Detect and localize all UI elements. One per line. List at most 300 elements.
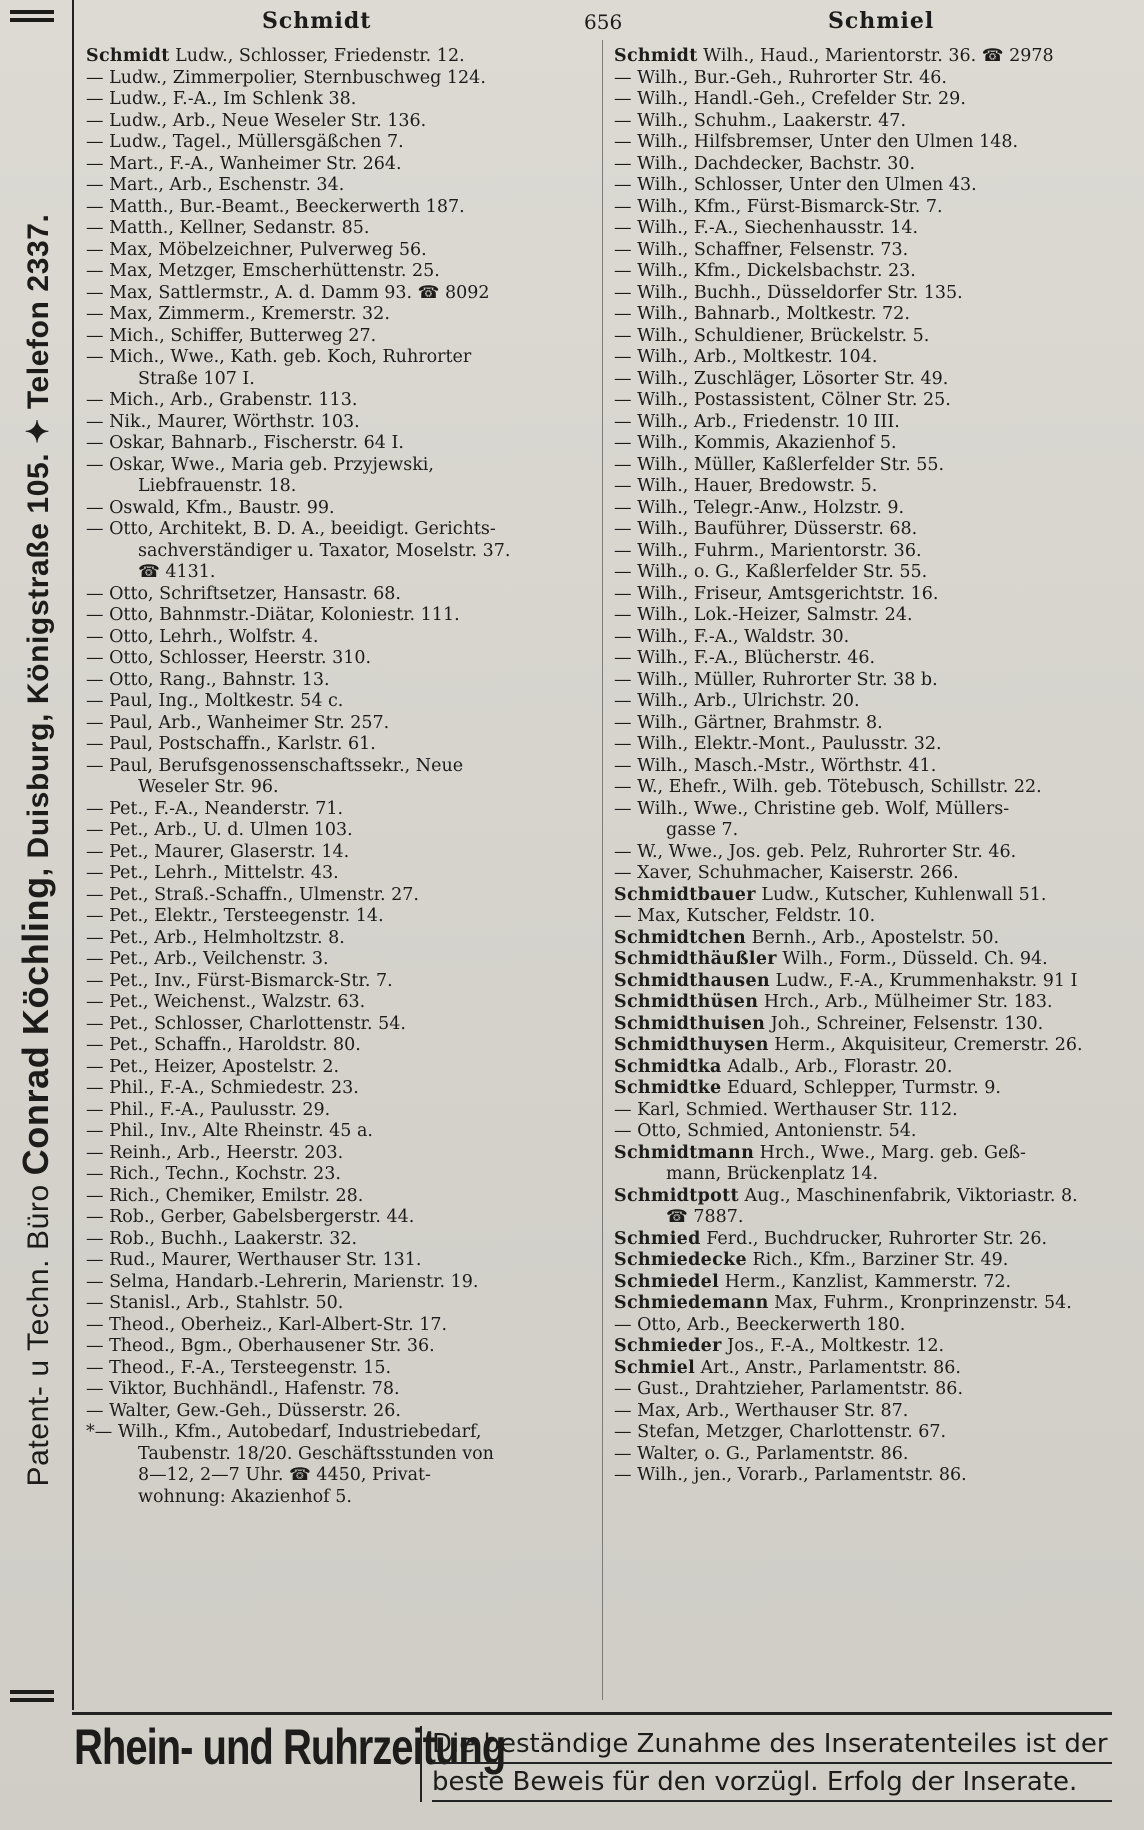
directory-entry xyxy=(86,218,606,240)
entry-text: Hrch., Arb., Mülheimer Str. 183. xyxy=(758,992,1053,1012)
directory-entry xyxy=(614,1229,1114,1251)
left-column xyxy=(86,46,606,1508)
directory-entry xyxy=(86,605,606,627)
entry-surname: Schmiel xyxy=(614,1357,696,1378)
entry-text: — Wilh., jen., Vorarb., Parlamentstr. 86. xyxy=(614,1465,967,1485)
entry-text: — Mart., Arb., Eschenstr. 34. xyxy=(86,175,345,195)
entry-text: — Wilh., Müller, Kaßlerfelder Str. 55. xyxy=(614,454,945,475)
entry-text: — Walter, Gew.-Geh., Düsserstr. 26. xyxy=(86,1400,401,1421)
directory-entry xyxy=(86,1121,606,1143)
directory-entry xyxy=(614,433,1114,455)
entry-text: — W., Ehefr., Wilh. geb. Tötebusch, Schillstr. 22. xyxy=(614,777,1042,797)
advertisement-sidebar xyxy=(0,0,74,1710)
directory-entry xyxy=(86,820,606,842)
directory-entry xyxy=(614,906,1114,928)
directory-entry xyxy=(86,498,606,520)
entry-text: — Max, Metzger, Emscherhüttenstr. 25. xyxy=(86,261,440,281)
directory-entry xyxy=(86,842,606,864)
entry-text: — Selma, Handarb.-Lehrerin, Marienstr. 19. xyxy=(86,1271,479,1292)
entry-surname: Schmidthäußler xyxy=(614,949,777,969)
entry-text: — Rob., Buchh., Laakerstr. 32. xyxy=(86,1228,358,1249)
entry-text: ☎ 7887. xyxy=(666,1207,744,1227)
entry-text: — Pet., Schlosser, Charlottenstr. 54. xyxy=(86,1013,406,1034)
directory-entry xyxy=(614,1315,1114,1337)
right-column xyxy=(614,46,1114,1487)
entry-surname: Schmidtke xyxy=(614,1078,722,1098)
directory-entry xyxy=(86,519,606,541)
entry-text: gasse 7. xyxy=(666,820,739,840)
directory-entry xyxy=(86,799,606,821)
directory-entry xyxy=(614,1014,1114,1036)
entry-text: — Pet., Lehrh., Mittelstr. 43. xyxy=(86,863,339,883)
entry-text: — Matth., Kellner, Sedanstr. 85. xyxy=(86,218,370,238)
entry-text: — Karl, Schmied. Werthauser Str. 112. xyxy=(614,1099,958,1120)
entry-text: — Wilh., Hilfsbremser, Unter den Ulmen 148. xyxy=(614,132,1019,152)
directory-entry xyxy=(614,820,1114,842)
directory-entry xyxy=(614,713,1114,735)
entry-text: — Ludw., Zimmerpolier, Sternbuschweg 124. xyxy=(86,67,486,88)
entry-text: — Wilh., Kommis, Akazienhof 5. xyxy=(614,433,897,453)
entry-text: — Wilh., Gärtner, Brahmstr. 8. xyxy=(614,712,883,733)
directory-entry xyxy=(614,648,1114,670)
directory-entry xyxy=(86,89,606,111)
directory-entry xyxy=(86,1100,606,1122)
directory-entry xyxy=(614,842,1114,864)
directory-entry xyxy=(614,928,1114,950)
directory-entry xyxy=(614,1186,1114,1208)
directory-entry xyxy=(614,498,1114,520)
entry-text: — Rob., Gerber, Gabelsbergerstr. 44. xyxy=(86,1207,415,1227)
entry-text: — Pet., Arb., Veilchenstr. 3. xyxy=(86,949,329,969)
directory-entry xyxy=(86,971,606,993)
advert-slogan xyxy=(420,1726,1112,1802)
page-header xyxy=(0,8,1144,38)
entry-text: — Otto, Bahnmstr.-Diätar, Koloniestr. 111. xyxy=(86,605,460,625)
directory-entry xyxy=(86,1272,606,1294)
entry-text: Straße 107 I. xyxy=(138,368,255,389)
directory-entry xyxy=(86,175,606,197)
directory-entry xyxy=(86,1186,606,1208)
entry-text: Art., Anstr., Parlamentstr. 86. xyxy=(695,1357,961,1378)
entry-text: — Wilh., Fuhrm., Marientorstr. 36. xyxy=(614,540,922,561)
directory-entry xyxy=(614,347,1114,369)
entry-text: Bernh., Arb., Apostelstr. 50. xyxy=(746,927,1000,948)
directory-entry xyxy=(614,455,1114,477)
entry-text: — Wilh., Friseur, Amtsgerichtstr. 16. xyxy=(614,583,939,604)
entry-text: — Wilh., Arb., Moltkestr. 104. xyxy=(614,347,878,367)
directory-entry xyxy=(614,46,1114,68)
header-left-title: Schmidt xyxy=(262,8,372,34)
directory-entry xyxy=(614,627,1114,649)
directory-entry xyxy=(86,928,606,950)
entry-text: — Wilh., Arb., Friedenstr. 10 III. xyxy=(614,411,900,432)
directory-entry xyxy=(86,992,606,1014)
entry-surname: Schmidtbauer xyxy=(614,884,756,905)
directory-entry xyxy=(86,261,606,283)
entry-text: — Wilh., Schlosser, Unter den Ulmen 43. xyxy=(614,175,977,195)
entry-text: Herm., Kanzlist, Kammerstr. 72. xyxy=(719,1271,1012,1292)
entry-text: — Paul, Ing., Moltkestr. 54 c. xyxy=(86,691,344,711)
directory-entry xyxy=(614,799,1114,821)
entry-text: — Paul, Postschaffn., Karlstr. 61. xyxy=(86,734,376,754)
entry-surname: Schmidt xyxy=(614,46,698,66)
directory-entry xyxy=(86,433,606,455)
entry-text: — Paul, Berufsgenossenschaftssekr., Neue xyxy=(86,755,464,776)
sidebar-rule xyxy=(10,1698,54,1702)
entry-surname: Schmieder xyxy=(614,1336,722,1356)
entry-text: — Stanisl., Arb., Stahlstr. 50. xyxy=(86,1293,344,1313)
entry-text: — Theod., F.-A., Tersteegenstr. 15. xyxy=(86,1357,392,1378)
directory-entry xyxy=(614,132,1114,154)
directory-entry xyxy=(86,949,606,971)
directory-entry xyxy=(614,326,1114,348)
directory-entry xyxy=(86,1035,606,1057)
directory-entry xyxy=(86,1336,606,1358)
entry-text: Ferd., Buchdrucker, Ruhrorter Str. 26. xyxy=(700,1228,1048,1249)
entry-text: — Wilh., Bauführer, Düsserstr. 68. xyxy=(614,519,918,539)
directory-entry xyxy=(86,1207,606,1229)
entry-text: — Wilh., F.-A., Blücherstr. 46. xyxy=(614,648,876,668)
page-number: 656 xyxy=(584,10,623,34)
entry-text: Weseler Str. 96. xyxy=(138,777,279,797)
directory-entry xyxy=(614,175,1114,197)
directory-entry xyxy=(614,390,1114,412)
directory-entry xyxy=(614,1401,1114,1423)
entry-text: Ludw., F.-A., Krummenhakstr. 91 I xyxy=(769,970,1078,991)
sidebar-rule xyxy=(10,1690,54,1694)
entry-text: Ludw., Schlosser, Friedenstr. 12. xyxy=(169,46,465,66)
entry-text: Joh., Schreiner, Felsenstr. 130. xyxy=(765,1013,1044,1034)
directory-entry xyxy=(86,1078,606,1100)
directory-entry xyxy=(86,1444,606,1466)
sidebar-text-company: Conrad Köchling xyxy=(15,876,56,1176)
entry-text: Wilh., Haud., Marientorstr. 36. ☎ 2978 xyxy=(697,46,1054,66)
directory-entry xyxy=(614,605,1114,627)
entry-text: — Oskar, Wwe., Maria geb. Przyjewski, xyxy=(86,454,434,475)
entry-text: Hrch., Wwe., Marg. geb. Geß- xyxy=(754,1142,1026,1163)
directory-entry xyxy=(614,777,1114,799)
entry-text: Aug., Maschinenfabrik, Viktoriastr. 8. xyxy=(738,1185,1078,1206)
entry-text: — Wilh., o. G., Kaßlerfelder Str. 55. xyxy=(614,562,928,582)
entry-text: — Otto, Schlosser, Heerstr. 310. xyxy=(86,648,372,668)
entry-text: Adalb., Arb., Florastr. 20. xyxy=(721,1056,953,1077)
directory-entry xyxy=(614,1164,1114,1186)
entry-text: — Wilh., Buchh., Düsseldorfer Str. 135. xyxy=(614,282,963,303)
entry-text: — Pet., Arb., Helmholtzstr. 8. xyxy=(86,927,345,948)
directory-entry xyxy=(614,1444,1114,1466)
entry-text: ☎ 4131. xyxy=(138,562,216,582)
footer-advertisement xyxy=(72,1712,1144,1822)
entry-surname: Schmiedel xyxy=(614,1271,720,1292)
entry-text: — Pet., Straß.-Schaffn., Ulmenstr. 27. xyxy=(86,884,419,905)
entry-text: Jos., F.-A., Moltkestr. 12. xyxy=(721,1336,945,1356)
directory-entry xyxy=(86,584,606,606)
directory-entry xyxy=(86,1487,606,1509)
entry-text: — Walter, o. G., Parlamentstr. 86. xyxy=(614,1443,909,1464)
directory-entry xyxy=(614,541,1114,563)
entry-text: — Theod., Bgm., Oberhausener Str. 36. xyxy=(86,1336,435,1356)
sidebar-advert-text xyxy=(15,214,57,1487)
directory-entry xyxy=(614,304,1114,326)
entry-text: — Matth., Bur.-Beamt., Beeckerwerth 187. xyxy=(86,196,465,217)
entry-text: — Wilh., Zuschläger, Lösorter Str. 49. xyxy=(614,368,949,389)
directory-entry xyxy=(86,111,606,133)
directory-entry xyxy=(614,584,1114,606)
directory-entry xyxy=(614,261,1114,283)
entry-surname: Schmiedemann xyxy=(614,1293,769,1313)
directory-entry xyxy=(614,756,1114,778)
directory-entry xyxy=(614,1035,1114,1057)
directory-entry xyxy=(86,1465,606,1487)
directory-entry xyxy=(86,240,606,262)
directory-entry xyxy=(86,68,606,90)
directory-entry xyxy=(86,885,606,907)
directory-entry xyxy=(86,670,606,692)
directory-entry xyxy=(86,713,606,735)
entry-text: — Oswald, Kfm., Baustr. 99. xyxy=(86,497,335,518)
entry-text: — Wilh., Arb., Ulrichstr. 20. xyxy=(614,691,860,711)
entry-text: wohnung: Akazienhof 5. xyxy=(138,1486,352,1507)
directory-entry xyxy=(86,1358,606,1380)
entry-text: — Pet., Arb., U. d. Ulmen 103. xyxy=(86,820,353,840)
entry-text: — Otto, Lehrh., Wolfstr. 4. xyxy=(86,626,319,647)
directory-entry xyxy=(614,240,1114,262)
entry-text: — Ludw., Tagel., Müllersgäßchen 7. xyxy=(86,132,404,152)
directory-entry xyxy=(614,68,1114,90)
entry-text: — Phil., F.-A., Schmiedestr. 23. xyxy=(86,1078,359,1098)
entry-text: sachverständiger u. Taxator, Moselstr. 37. xyxy=(138,540,511,561)
entry-text: Taubenstr. 18/20. Geschäftsstunden von xyxy=(138,1443,494,1464)
directory-entry xyxy=(86,46,606,68)
directory-entry xyxy=(614,1293,1114,1315)
directory-entry xyxy=(86,1057,606,1079)
slogan-line-1: Die beständige Zunahme des Inseratenteiles ist der xyxy=(432,1726,1112,1764)
directory-entry xyxy=(86,412,606,434)
directory-entry xyxy=(614,971,1114,993)
entry-surname: Schmidthuysen xyxy=(614,1035,769,1055)
entry-text: — Wilh., Müller, Ruhrorter Str. 38 b. xyxy=(614,669,938,690)
footer-rule xyxy=(72,1712,1112,1715)
entry-text: — Viktor, Buchhändl., Hafenstr. 78. xyxy=(86,1379,400,1399)
entry-text: — Wilh., F.-A., Waldstr. 30. xyxy=(614,626,850,647)
entry-text: — Xaver, Schuhmacher, Kaiserstr. 266. xyxy=(614,863,959,883)
entry-text: — Mich., Schiffer, Butterweg 27. xyxy=(86,325,377,346)
entry-text: Max, Fuhrm., Kronprinzenstr. 54. xyxy=(768,1293,1072,1313)
directory-entry xyxy=(614,863,1114,885)
sidebar-text-part3: , Duisburg, Königstraße 105. ✦ Telefon 2337. xyxy=(22,213,55,877)
directory-entry xyxy=(614,885,1114,907)
entry-text: — Phil., F.-A., Paulusstr. 29. xyxy=(86,1099,331,1120)
directory-entry xyxy=(614,1121,1114,1143)
directory-entry xyxy=(86,1143,606,1165)
directory-entry xyxy=(614,197,1114,219)
entry-text: — Stefan, Metzger, Charlottenstr. 67. xyxy=(614,1422,947,1442)
directory-entry xyxy=(86,863,606,885)
entry-text: — Reinh., Arb., Heerstr. 203. xyxy=(86,1142,344,1163)
entry-text: — Otto, Schriftsetzer, Hansastr. 68. xyxy=(86,583,401,604)
entry-surname: Schmidtchen xyxy=(614,927,747,948)
entry-text: — Wilh., Telegr.-Anw., Holzstr. 9. xyxy=(614,497,905,518)
entry-surname: Schmidtmann xyxy=(614,1142,755,1163)
entry-text: — Pet., Elektr., Tersteegenstr. 14. xyxy=(86,906,384,926)
entry-text: — Theod., Oberheiz., Karl-Albert-Str. 17. xyxy=(86,1314,448,1335)
entry-text: — Ludw., F.-A., Im Schlenk 38. xyxy=(86,89,357,109)
directory-entry xyxy=(614,562,1114,584)
directory-entry xyxy=(614,1250,1114,1272)
entry-text: Ludw., Kutscher, Kuhlenwall 51. xyxy=(755,884,1047,905)
sidebar-text-part1: Patent- u Techn. Büro xyxy=(22,1175,55,1487)
newspaper-brand: Rhein- und Ruhrzeitung xyxy=(74,1720,506,1775)
entry-surname: Schmidtka xyxy=(614,1056,722,1077)
directory-entry xyxy=(614,519,1114,541)
entry-surname: Schmiedecke xyxy=(614,1250,747,1270)
entry-text: — Otto, Schmied, Antonienstr. 54. xyxy=(614,1121,917,1141)
entry-text: — Wilh., Elektr.-Mont., Paulusstr. 32. xyxy=(614,734,942,754)
directory-entry xyxy=(86,369,606,391)
directory-entry xyxy=(614,670,1114,692)
directory-entry xyxy=(86,347,606,369)
entry-surname: Schmidtpott xyxy=(614,1185,739,1206)
entry-text: — Rich., Techn., Kochstr. 23. xyxy=(86,1164,341,1184)
directory-entry xyxy=(614,1379,1114,1401)
entry-surname: Schmidthausen xyxy=(614,970,770,991)
directory-entry xyxy=(86,1164,606,1186)
entry-text: — Mich., Wwe., Kath. geb. Koch, Ruhrorter xyxy=(86,347,472,367)
entry-text: — Wilh., Postassistent, Cölner Str. 25. xyxy=(614,390,951,410)
entry-text: — Oskar, Bahnarb., Fischerstr. 64 I. xyxy=(86,433,404,453)
entry-text: — Rud., Maurer, Werthauser Str. 131. xyxy=(86,1250,422,1270)
directory-entry xyxy=(86,1422,606,1444)
directory-entry xyxy=(86,1014,606,1036)
entry-text: — Wilh., Schaffner, Felsenstr. 73. xyxy=(614,239,909,260)
directory-entry xyxy=(86,906,606,928)
entry-text: — Max, Möbelzeichner, Pulverweg 56. xyxy=(86,239,427,260)
entry-text: — Wilh., Hauer, Bredowstr. 5. xyxy=(614,476,878,496)
entry-text: — Wilh., Schuhm., Laakerstr. 47. xyxy=(614,110,907,131)
entry-text: — Wilh., Kfm., Fürst-Bismarck-Str. 7. xyxy=(614,196,943,217)
entry-surname: Schmidthuisen xyxy=(614,1013,766,1034)
directory-entry xyxy=(614,283,1114,305)
entry-text: — Rich., Chemiker, Emilstr. 28. xyxy=(86,1185,364,1206)
entry-text: — Pet., Schaffn., Haroldstr. 80. xyxy=(86,1035,361,1055)
directory-entry xyxy=(86,283,606,305)
entry-text: — Nik., Maurer, Wörthstr. 103. xyxy=(86,411,360,432)
directory-entry xyxy=(614,992,1114,1014)
directory-entry xyxy=(614,154,1114,176)
entry-text: — Max, Zimmerm., Kremerstr. 32. xyxy=(86,304,390,324)
directory-entry xyxy=(86,756,606,778)
entry-text: — W., Wwe., Jos. geb. Pelz, Ruhrorter Str. 46. xyxy=(614,841,1017,862)
directory-entry xyxy=(614,1336,1114,1358)
entry-text: — Wilh., F.-A., Siechenhausstr. 14. xyxy=(614,218,919,238)
entry-text: — Paul, Arb., Wanheimer Str. 257. xyxy=(86,712,390,733)
directory-entry xyxy=(614,691,1114,713)
entry-text: — Pet., Maurer, Glaserstr. 14. xyxy=(86,841,350,862)
directory-entry xyxy=(614,949,1114,971)
directory-entry xyxy=(86,691,606,713)
entry-text: — Pet., Inv., Fürst-Bismarck-Str. 7. xyxy=(86,970,393,991)
entry-text: — Wilh., Bur.-Geh., Ruhrorter Str. 46. xyxy=(614,67,947,88)
entry-text: — Ludw., Arb., Neue Weseler Str. 136. xyxy=(86,110,427,131)
entry-text: — Mich., Arb., Grabenstr. 113. xyxy=(86,390,358,410)
entry-surname: Schmidt xyxy=(86,46,170,66)
directory-entry xyxy=(86,627,606,649)
entry-text: — Phil., Inv., Alte Rheinstr. 45 a. xyxy=(86,1121,373,1141)
entry-text: — Wilh., Wwe., Christine geb. Wolf, Müllers- xyxy=(614,798,1010,819)
entry-text: — Otto, Rang., Bahnstr. 13. xyxy=(86,669,330,690)
directory-entry xyxy=(614,476,1114,498)
entry-text: — Wilh., Bahnarb., Moltkestr. 72. xyxy=(614,304,910,324)
directory-entry xyxy=(86,562,606,584)
directory-entry xyxy=(86,132,606,154)
directory-entry xyxy=(614,1078,1114,1100)
entry-text: — Max, Arb., Werthauser Str. 87. xyxy=(614,1400,909,1421)
entry-text: — Wilh., Masch.-Mstr., Wörthstr. 41. xyxy=(614,755,937,776)
directory-entry xyxy=(86,1229,606,1251)
entry-text: mann, Brückenplatz 14. xyxy=(666,1164,879,1184)
directory-entry xyxy=(86,648,606,670)
directory-entry xyxy=(86,1250,606,1272)
slogan-line-2: beste Beweis für den vorzügl. Erfolg der Inserate. xyxy=(432,1764,1112,1802)
entry-text: Eduard, Schlepper, Turmstr. 9. xyxy=(721,1078,1001,1098)
directory-entry xyxy=(614,1100,1114,1122)
directory-entry xyxy=(86,390,606,412)
directory-entry xyxy=(614,89,1114,111)
directory-entry xyxy=(86,304,606,326)
entry-text: Rich., Kfm., Barziner Str. 49. xyxy=(746,1250,1009,1270)
entry-text: — Wilh., Schuldiener, Brückelstr. 5. xyxy=(614,325,930,346)
directory-entry xyxy=(614,412,1114,434)
header-right-title: Schmiel xyxy=(828,8,935,34)
entry-text: — Max, Kutscher, Feldstr. 10. xyxy=(614,906,876,926)
directory-entry xyxy=(614,1057,1114,1079)
entry-text: — Gust., Drahtzieher, Parlamentstr. 86. xyxy=(614,1379,964,1399)
entry-text: — Pet., F.-A., Neanderstr. 71. xyxy=(86,798,344,819)
directory-entry xyxy=(86,1293,606,1315)
entry-text: Liebfrauenstr. 18. xyxy=(138,476,297,496)
entry-text: Herm., Akquisiteur, Cremerstr. 26. xyxy=(768,1035,1083,1055)
entry-text: 8—12, 2—7 Uhr. ☎ 4450, Privat- xyxy=(138,1465,431,1485)
directory-entry xyxy=(614,1465,1114,1487)
entry-text: *— Wilh., Kfm., Autobedarf, Industriebedarf, xyxy=(86,1422,482,1442)
directory-entry xyxy=(86,154,606,176)
directory-entry xyxy=(614,1143,1114,1165)
directory-entry xyxy=(86,1401,606,1423)
directory-entry xyxy=(86,476,606,498)
entry-text: Wilh., Form., Düsseld. Ch. 94. xyxy=(776,949,1048,969)
directory-entry xyxy=(614,218,1114,240)
entry-surname: Schmied xyxy=(614,1228,701,1249)
directory-entry xyxy=(614,369,1114,391)
entry-text: — Otto, Arb., Beeckerwerth 180. xyxy=(614,1314,906,1335)
entry-text: — Wilh., Lok.-Heizer, Salmstr. 24. xyxy=(614,605,913,625)
directory-entry xyxy=(86,777,606,799)
directory-entry xyxy=(86,326,606,348)
directory-entry xyxy=(614,111,1114,133)
entry-text: — Pet., Weichenst., Walzstr. 63. xyxy=(86,992,366,1012)
directory-entry xyxy=(86,541,606,563)
directory-entry xyxy=(86,455,606,477)
directory-entry xyxy=(86,197,606,219)
entry-text: — Max, Sattlermstr., A. d. Damm 93. ☎ 8092 xyxy=(86,282,490,303)
directory-entry xyxy=(86,734,606,756)
directory-entry xyxy=(614,1272,1114,1294)
entry-text: — Wilh., Kfm., Dickelsbachstr. 23. xyxy=(614,261,916,281)
entry-surname: Schmidthüsen xyxy=(614,992,759,1012)
directory-entry xyxy=(86,1315,606,1337)
directory-entry xyxy=(614,1422,1114,1444)
entry-text: — Mart., F.-A., Wanheimer Str. 264. xyxy=(86,153,402,174)
